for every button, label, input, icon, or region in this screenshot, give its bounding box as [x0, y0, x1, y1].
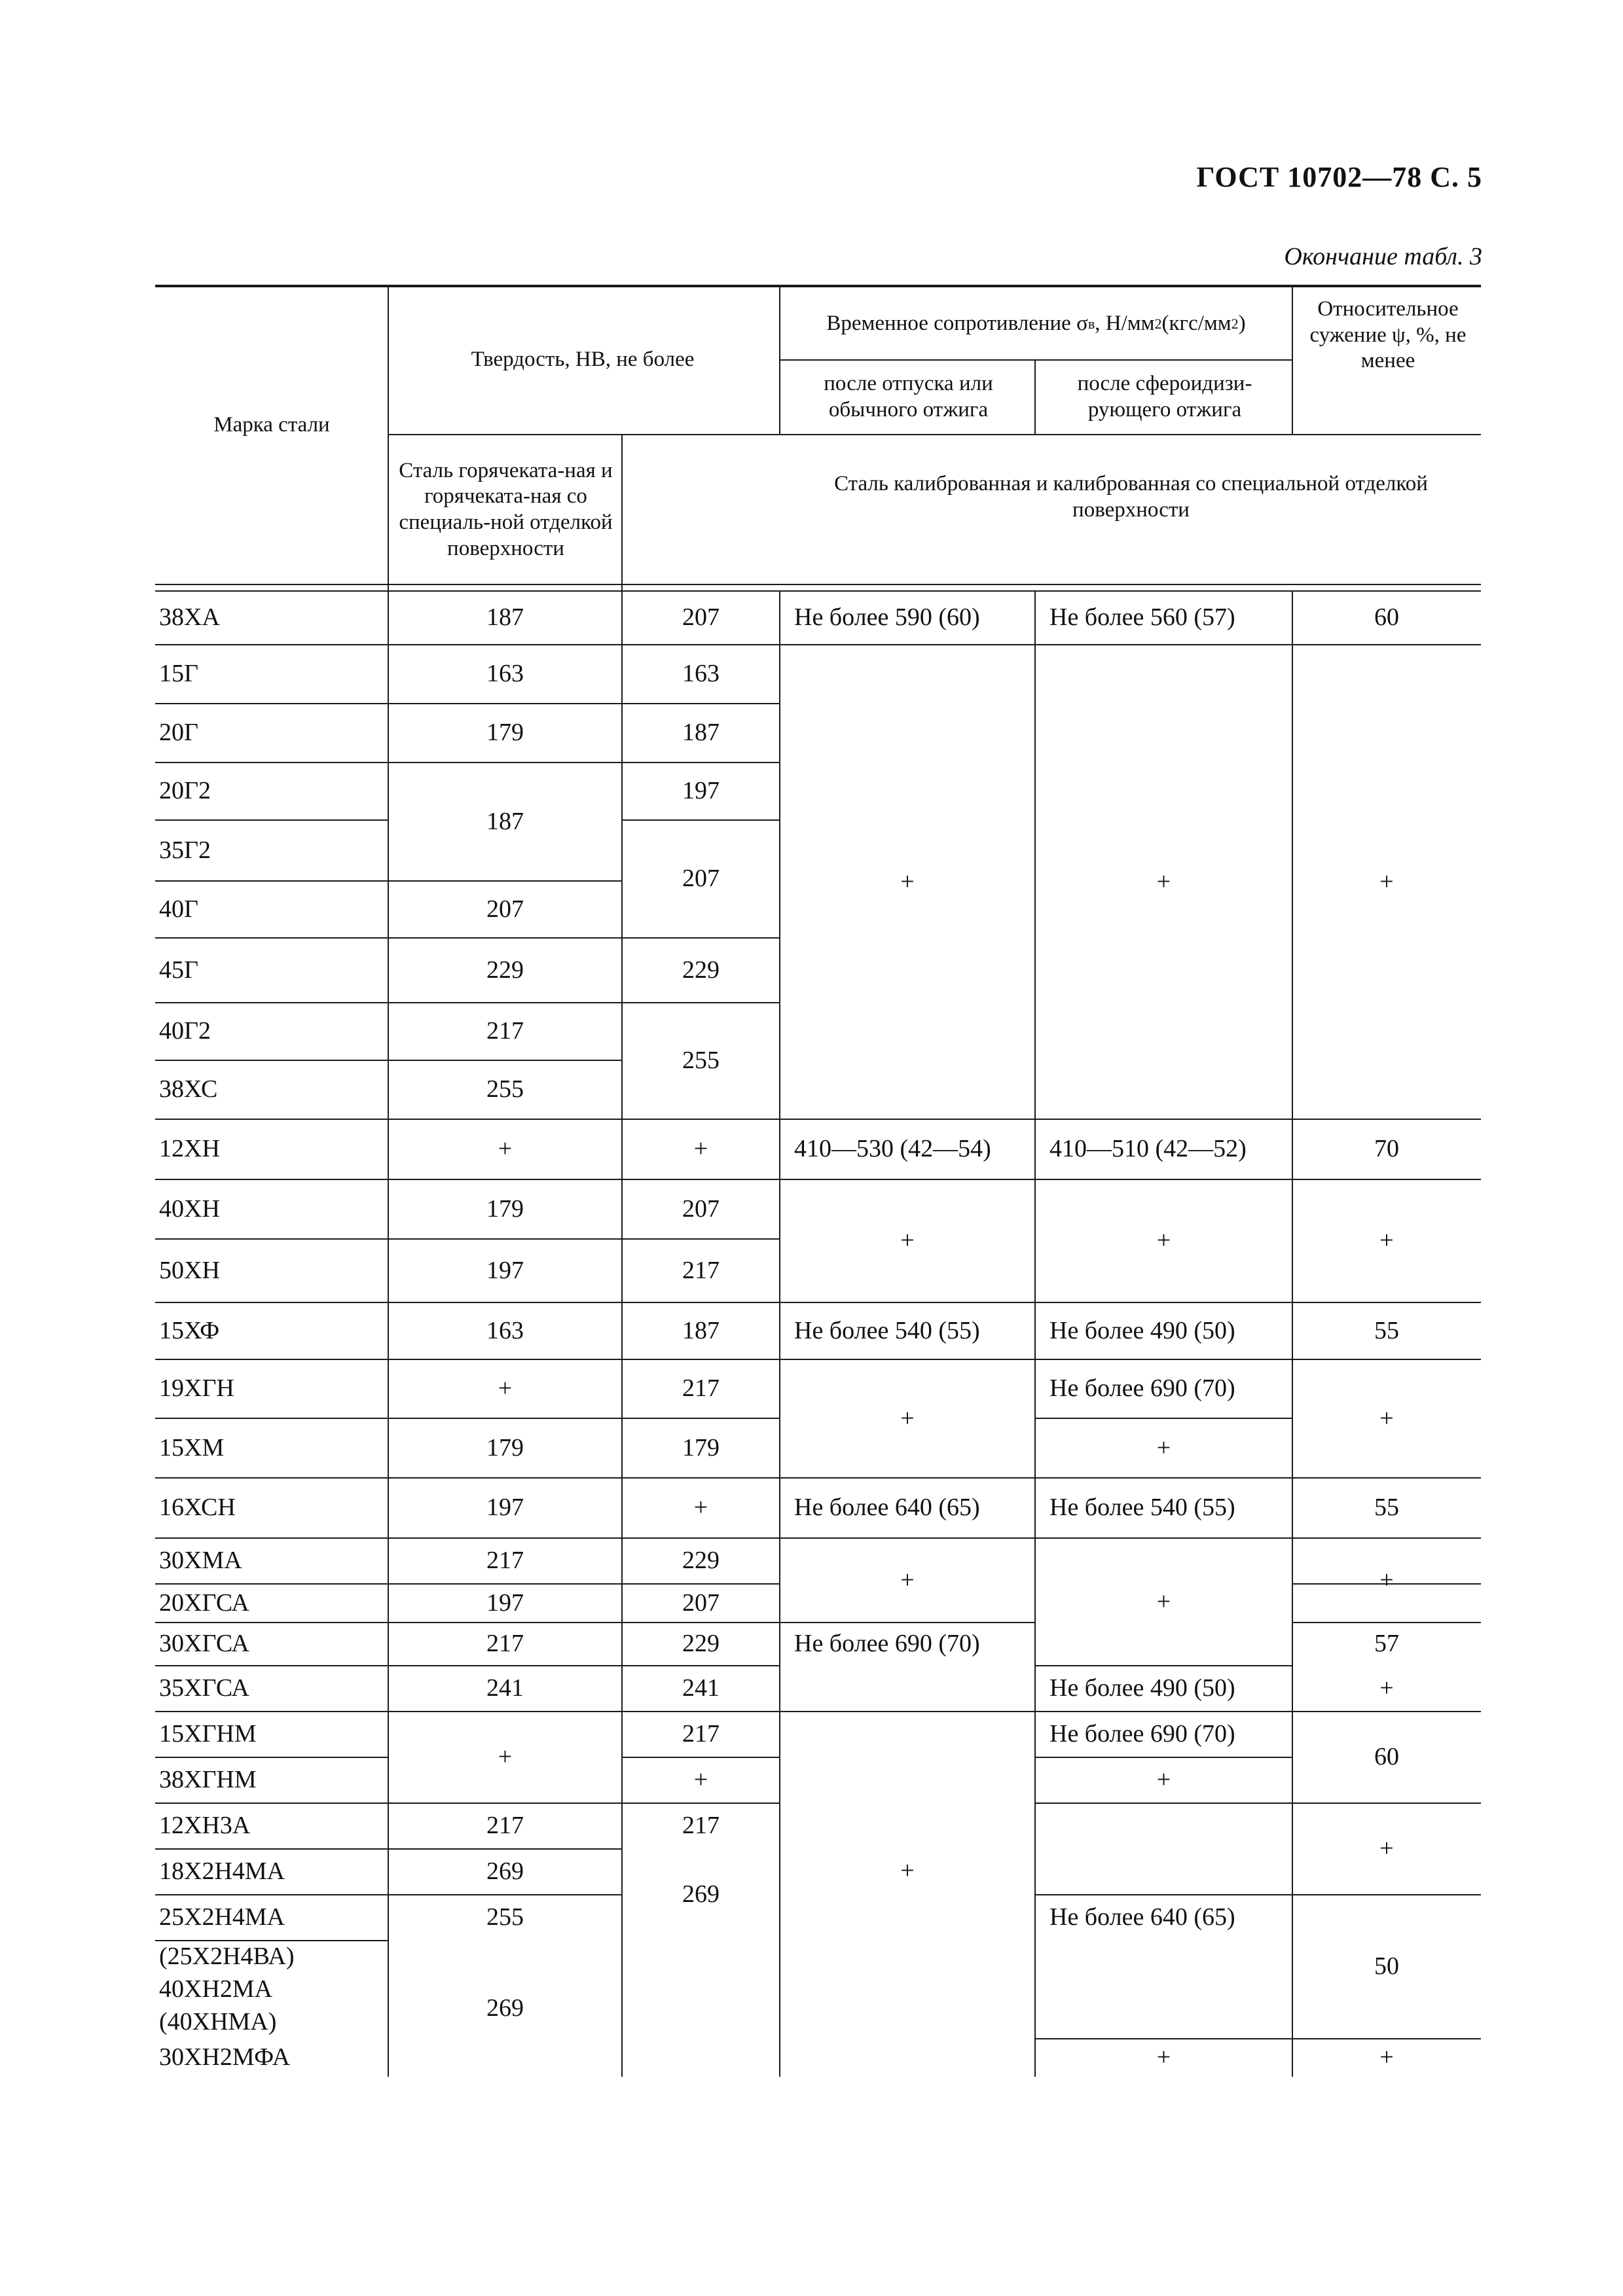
tensile-spheroidizing-cell: Не более 540 (55): [1049, 1494, 1235, 1522]
reduction-cell: 60: [1374, 603, 1399, 632]
grade-cell: (40ХНМА): [159, 2008, 277, 2036]
hb-calibrated-cell: 241: [682, 1674, 720, 1702]
grade-cell: 16ХСН: [159, 1494, 236, 1522]
tensile-spheroidizing-cell: Не более 490 (50): [1049, 1674, 1235, 1702]
header-hardness: Твердость, НВ, не более: [471, 348, 695, 372]
grade-cell: 30ХМА: [159, 1547, 242, 1575]
hb-calibrated-cell: 207: [682, 865, 720, 893]
hb-hot-cell: 187: [486, 807, 524, 835]
hb-hot-cell: +: [498, 1743, 513, 1771]
reduction-cell: 60: [1374, 1743, 1399, 1771]
hb-calibrated-cell: 187: [682, 719, 720, 747]
hb-calibrated-cell: +: [693, 1135, 708, 1163]
hb-hot-cell: 163: [486, 1316, 524, 1344]
grade-cell: 38ХА: [159, 603, 220, 632]
hb-hot-cell: 197: [486, 1256, 524, 1284]
hb-hot-cell: 241: [486, 1674, 524, 1702]
hb-hot-cell: 197: [486, 1494, 524, 1522]
hb-calibrated-cell: 207: [682, 1588, 720, 1617]
page-header: ГОСТ 10702—78 С. 5: [1196, 161, 1482, 193]
hb-hot-cell: 163: [486, 660, 524, 688]
grade-cell: 45Г: [159, 956, 198, 984]
grade-cell: 19ХГН: [159, 1374, 234, 1403]
grade-cell: 40ХН: [159, 1194, 220, 1223]
hb-calibrated-cell: 229: [682, 1547, 720, 1575]
reduction-cell: 57: [1374, 1630, 1399, 1658]
hb-hot-cell: 217: [486, 1547, 524, 1575]
reduction-cell: +: [1379, 2043, 1394, 2072]
hb-calibrated-cell: 229: [682, 1630, 720, 1658]
hb-calibrated-cell: 229: [682, 956, 720, 984]
hb-calibrated-cell: 217: [682, 1374, 720, 1403]
grade-cell: 18Х2Н4МА: [159, 1857, 285, 1886]
hb-calibrated-cell: 217: [682, 1720, 720, 1748]
header-tensile-after-spheroidizing: после сфероидизи-рующего отжига: [1077, 372, 1252, 422]
grade-cell: 50ХН: [159, 1256, 220, 1284]
tensile-spheroidizing-cell: Не более 640 (65): [1049, 1903, 1235, 1931]
hb-hot-cell: 179: [486, 1194, 524, 1223]
hb-hot-cell: 217: [486, 1812, 524, 1840]
tensile-spheroidizing-cell: Не более 690 (70): [1049, 1720, 1235, 1748]
grade-cell: 30ХГСА: [159, 1630, 249, 1658]
reduction-cell: +: [1379, 1404, 1394, 1432]
hb-calibrated-cell: 217: [682, 1812, 720, 1840]
tensile-spheroidizing-cell: +: [1156, 867, 1171, 895]
grade-cell: 25Х2Н4МА: [159, 1903, 285, 1931]
hb-calibrated-cell: +: [693, 1766, 708, 1794]
tensile-tempering-cell: +: [900, 1404, 915, 1432]
grade-cell: 15ХФ: [159, 1316, 220, 1344]
reduction-cell: +: [1379, 1566, 1394, 1594]
hb-hot-cell: 179: [486, 1433, 524, 1462]
tensile-tempering-cell: +: [900, 1227, 915, 1255]
grade-cell: 20Г: [159, 719, 198, 747]
hb-hot-cell: 229: [486, 956, 524, 984]
tensile-tempering-cell: +: [900, 1566, 915, 1594]
tensile-spheroidizing-cell: Не более 690 (70): [1049, 1374, 1235, 1403]
tensile-spheroidizing-cell: +: [1156, 1433, 1171, 1462]
grade-cell: 15ХГНМ: [159, 1720, 257, 1748]
hb-calibrated-cell: 187: [682, 1316, 720, 1344]
hb-calibrated-cell: 179: [682, 1433, 720, 1462]
hb-hot-cell: 179: [486, 719, 524, 747]
grade-cell: 15ХМ: [159, 1433, 225, 1462]
hb-hot-cell: 187: [486, 603, 524, 632]
grade-cell: 38ХГНМ: [159, 1766, 257, 1794]
tensile-spheroidizing-cell: Не более 560 (57): [1049, 603, 1235, 632]
hb-calibrated-cell: 197: [682, 777, 720, 805]
reduction-cell: +: [1379, 1674, 1394, 1702]
tensile-spheroidizing-cell: +: [1156, 1587, 1171, 1615]
tensile-tempering-cell: Не более 640 (65): [794, 1494, 980, 1522]
hb-calibrated-cell: 163: [682, 660, 720, 688]
hb-hot-cell: 269: [486, 1857, 524, 1886]
hb-hot-cell: 217: [486, 1630, 524, 1658]
header-tensile: Временное сопротивление σ в , Н/мм 2 (кгс/мм 2 ): [826, 312, 1246, 336]
hb-hot-cell: 255: [486, 1903, 524, 1931]
grade-cell: 15Г: [159, 660, 198, 688]
tensile-spheroidizing-cell: 410—510 (42—52): [1049, 1135, 1247, 1163]
hb-hot-cell: 269: [486, 1994, 524, 2022]
tensile-tempering-cell: +: [900, 867, 915, 895]
tensile-tempering-cell: 410—530 (42—54): [794, 1135, 991, 1163]
hb-hot-cell: 197: [486, 1588, 524, 1617]
hb-hot-cell: +: [498, 1374, 513, 1403]
grade-cell: (25Х2Н4ВА): [159, 1943, 295, 1971]
grade-cell: 35Г2: [159, 836, 211, 864]
grade-cell: 35ХГСА: [159, 1674, 249, 1702]
grade-cell: 20ХГСА: [159, 1588, 249, 1617]
tensile-tempering-cell: +: [900, 1857, 915, 1885]
tensile-tempering-cell: Не более 690 (70): [794, 1630, 980, 1658]
reduction-cell: 70: [1374, 1135, 1399, 1163]
tensile-spheroidizing-cell: +: [1156, 1766, 1171, 1794]
hb-hot-cell: 207: [486, 895, 524, 923]
hb-calibrated-cell: 207: [682, 603, 720, 632]
tensile-spheroidizing-cell: +: [1156, 2043, 1171, 2072]
reduction-cell: 55: [1374, 1316, 1399, 1344]
header-reduction: Относительное сужение ψ, %, не менее: [1309, 297, 1467, 373]
reduction-cell: 55: [1374, 1494, 1399, 1522]
hb-calibrated-cell: +: [693, 1494, 708, 1522]
header-tensile-after-tempering: после отпуска или обычного отжига: [824, 372, 993, 422]
header-hot-rolled: Сталь горячеката-ная и горячеката-ная со специаль-ной отделкой поверхности: [399, 458, 613, 560]
grade-cell: 30ХН2МФА: [159, 2043, 291, 2072]
hb-calibrated-cell: 269: [682, 1880, 720, 1909]
grade-cell: 40Г2: [159, 1017, 211, 1045]
header-grade: Марка стали: [213, 413, 330, 437]
hb-hot-cell: 255: [486, 1075, 524, 1103]
grade-cell: 40ХН2МА: [159, 1975, 273, 2003]
reduction-cell: +: [1379, 1227, 1394, 1255]
grade-cell: 12ХН: [159, 1135, 220, 1163]
header-calibrated: Сталь калиброванная и калиброванная со специальной отделкой поверхности: [834, 472, 1428, 522]
tensile-spheroidizing-cell: Не более 490 (50): [1049, 1316, 1235, 1344]
grade-cell: 40Г: [159, 895, 198, 923]
reduction-cell: +: [1379, 867, 1394, 895]
tensile-tempering-cell: Не более 540 (55): [794, 1316, 980, 1344]
hb-hot-cell: 217: [486, 1017, 524, 1045]
grade-cell: 38ХС: [159, 1075, 218, 1103]
grade-cell: 12ХН3А: [159, 1812, 251, 1840]
table-continuation-label: Окончание табл. 3: [1284, 243, 1482, 270]
grade-cell: 20Г2: [159, 777, 211, 805]
tensile-spheroidizing-cell: +: [1156, 1227, 1171, 1255]
hb-calibrated-cell: 255: [682, 1047, 720, 1075]
hb-calibrated-cell: 207: [682, 1194, 720, 1223]
reduction-cell: +: [1379, 1835, 1394, 1863]
reduction-cell: 50: [1374, 1952, 1399, 1981]
tensile-tempering-cell: Не более 590 (60): [794, 603, 980, 632]
hb-hot-cell: +: [498, 1135, 513, 1163]
hb-calibrated-cell: 217: [682, 1256, 720, 1284]
